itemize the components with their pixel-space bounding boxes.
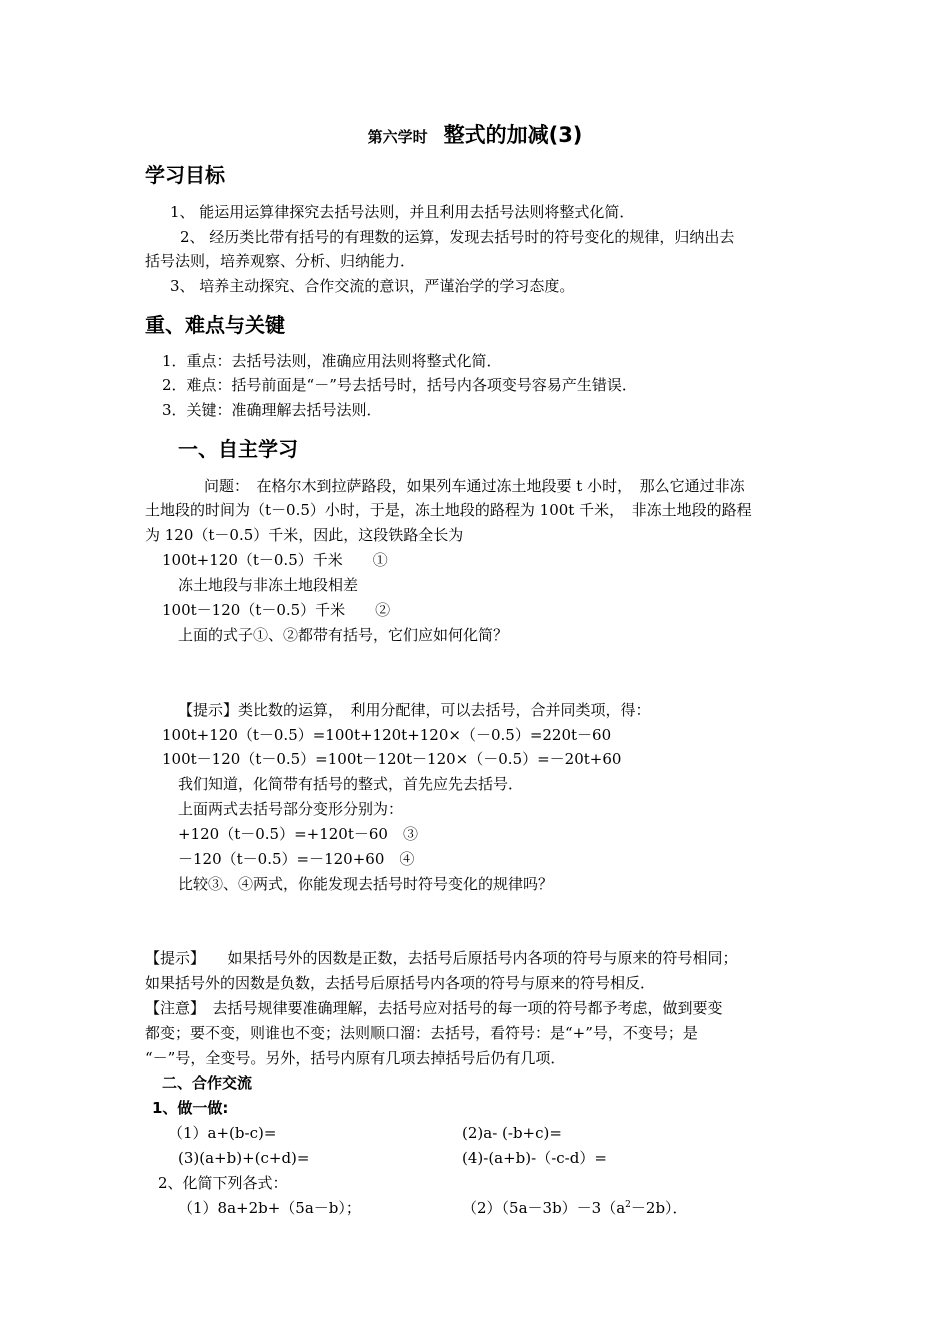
rule-hint-line-1: 【提示】 如果括号外的因数是正数，去括号后原括号内各项的符号与原来的符号相同；	[145, 949, 738, 967]
exercise-3: (3)(a+b)+(c+d)=	[178, 1149, 310, 1167]
section-2-label: 2、化简下列各式：	[158, 1174, 288, 1192]
key-points-heading: 重、难点与关键	[145, 313, 285, 337]
objective-item-2-cont: 括号法则，培养观察、分析、归纳能力．	[145, 252, 416, 270]
objective-item-1: 1、 能运用运算律探究去括号法则，并且利用去括号法则将整式化简．	[170, 203, 635, 221]
exercise-6	[462, 1198, 688, 1218]
question-2: 比较③、④两式，你能发现去括号时符号变化的规律吗？	[178, 875, 554, 893]
lesson-label: 第六学时	[367, 128, 428, 146]
objective-item-2: 2、 经历类比带有括号的有理数的运算，发现去括号时的符号变化的规律，归纳出去	[180, 228, 735, 246]
key-point-item-2: 2．难点：括号前面是“－”号去括号时，括号内各项变号容易产生错误．	[162, 376, 637, 394]
cooperation-heading: 二、合作交流	[162, 1074, 253, 1092]
objective-item-3: 3、 培养主动探究、合作交流的意识，严谨治学的学习态度。	[170, 277, 575, 295]
exercise-1: （1）a+(b-c)=	[168, 1124, 277, 1142]
attention-line-1: 【注意】 去括号规律要准确理解，去括号应对括号的每一项的符号都予考虑，做到要变	[145, 999, 723, 1017]
attention-line-2: 都变；要不变，则谁也不变；法则顺口溜：去括号，看符号：是“+”号，不变号；是	[145, 1024, 698, 1042]
expression-2: 100t－120（t－0.5）千米 ②	[162, 601, 391, 619]
self-study-heading: 一、自主学习	[178, 437, 298, 461]
exercise-5: （1）8a+2b+（5a－b）；	[178, 1199, 361, 1217]
problem-line-1: 问题： 在格尔木到拉萨路段，如果列车通过冻土地段要 t 小时， 那么它通过非冻	[204, 477, 745, 495]
section-1-label: 1、做一做:	[152, 1099, 229, 1117]
rule-hint-line-2: 如果括号外的因数是负数，去括号后原括号内各项的符号与原来的符号相反．	[145, 974, 656, 992]
attention-line-3: “－”号，全变号。另外，括号内原有几项去掉括号后仍有几项．	[145, 1049, 566, 1067]
key-point-item-3: 3．关键：准确理解去括号法则．	[162, 401, 382, 419]
exercise-2: (2)a- (-b+c)=	[462, 1124, 562, 1142]
exercise-6-part-2: －2b）．	[630, 1199, 688, 1217]
expression-1: 100t+120（t－0.5）千米 ①	[162, 551, 388, 569]
expression-3: +120（t－0.5）=+120t－60 ③	[178, 825, 418, 843]
question-1: 上面的式子①、②都带有括号，它们应如何化简？	[178, 626, 509, 644]
hint-1: 【提示】类比数的运算， 利用分配律，可以去括号，合并同类项，得：	[178, 701, 651, 719]
difference-text: 冻土地段与非冻土地段相差	[178, 576, 359, 594]
expression-4: －120（t－0.5）=－120+60 ④	[178, 850, 415, 868]
problem-line-3: 为 120（t－0.5）千米，因此，这段铁路全长为	[145, 526, 464, 544]
exercise-6-part-1: （2）（5a－3b）－3（a	[462, 1199, 626, 1217]
calculation-2: 100t－120（t－0.5）=100t－120t－120×（－0.5）=－20t+60	[162, 750, 622, 768]
key-point-item-1: 1．重点：去括号法则，准确应用法则将整式化简．	[162, 352, 502, 370]
note-2: 上面两式去括号部分变形分别为：	[178, 800, 404, 818]
objectives-heading: 学习目标	[145, 163, 225, 187]
note-1: 我们知道，化简带有括号的整式，首先应先去括号．	[178, 775, 524, 793]
calculation-1: 100t+120（t－0.5）=100t+120t+120×（－0.5）=220t－60	[162, 726, 612, 744]
lesson-topic: 整式的加减(3)	[443, 123, 583, 147]
exercise-6-exponent: 2	[625, 1200, 631, 1210]
problem-line-2: 土地段的时间为（t－0.5）小时，于是，冻土地段的路程为 100t 千米， 非冻土地段的路程	[145, 501, 752, 519]
exercise-4: (4)-(a+b)-（-c-d）=	[462, 1149, 607, 1167]
page-title	[0, 120, 950, 152]
